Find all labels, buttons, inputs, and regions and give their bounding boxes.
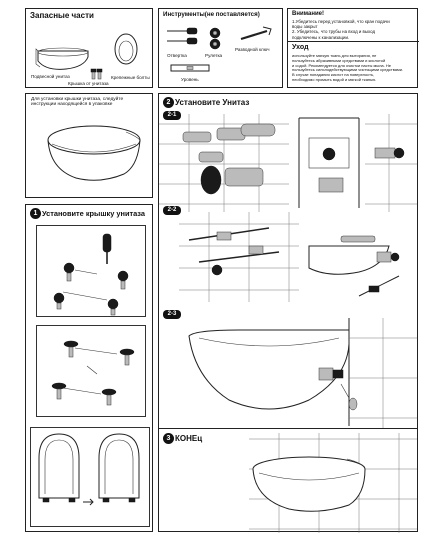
bolt-closeup-drawing bbox=[365, 114, 417, 212]
toilet-install-panel bbox=[158, 93, 418, 438]
hinge-icon bbox=[52, 383, 66, 399]
hinge-icon bbox=[64, 263, 74, 281]
seat-intro-line: инструкции находящейся в упаковке bbox=[31, 102, 113, 108]
pipe-fittings-icon bbox=[183, 124, 275, 194]
substep-badge: 2-1 bbox=[163, 111, 181, 120]
substep-2-3-drawing bbox=[159, 308, 419, 433]
step-number-badge: 2 bbox=[163, 97, 174, 108]
end-step-title: КОНЕц bbox=[175, 434, 203, 443]
care-line: пользуйтесь абразивными средствами и кислотой bbox=[292, 57, 386, 63]
hinge-icon bbox=[54, 293, 64, 309]
toilet-part-label: Подвесной унитаз bbox=[31, 74, 70, 79]
substep-badge: 2-3 bbox=[163, 310, 181, 319]
level-icon bbox=[171, 65, 209, 71]
substep-badge: 2-2 bbox=[163, 206, 181, 215]
substep-2-2-drawing bbox=[159, 206, 419, 306]
tools-panel bbox=[158, 8, 283, 88]
wall-hung-toilet-icon bbox=[38, 51, 88, 69]
care-line: В случае попадания кислот на поверхность, bbox=[292, 72, 375, 78]
seat-substep-frame-3 bbox=[30, 427, 150, 527]
notes-divider bbox=[288, 41, 419, 42]
substep-2-1-drawing bbox=[159, 104, 419, 214]
bolts-part-label: Крепежные болты bbox=[111, 75, 150, 80]
notes-panel bbox=[287, 8, 418, 88]
care-line: и содой. Рекомендуется для очистки пасты мыла. Не bbox=[292, 62, 391, 68]
attention-line: 2. Убедитесь, что трубы на вход и выход bbox=[292, 29, 376, 35]
hinge-icon bbox=[102, 389, 116, 405]
wrench-label: Разводной ключ bbox=[235, 47, 270, 52]
toilet-seat-topview-icon bbox=[99, 434, 139, 502]
tape-label: Рулетка bbox=[205, 53, 223, 58]
toilet-step-title: Установите Унитаз bbox=[175, 98, 250, 107]
care-title: Уход bbox=[292, 44, 309, 51]
toilet-with-seat-drawing bbox=[26, 94, 154, 199]
attention-title: Внимание! bbox=[292, 11, 324, 17]
bolt-closeup-drawing bbox=[359, 252, 399, 296]
hinge-icon bbox=[120, 349, 134, 365]
spare-parts-title: Запасные части bbox=[30, 11, 94, 20]
screwdriver-icon bbox=[103, 234, 111, 264]
seat-step-title: Установите крышку унитаза bbox=[42, 209, 145, 218]
installed-toilet-drawing bbox=[253, 457, 365, 511]
bolts-icon bbox=[91, 69, 102, 79]
toilet-lid-icon bbox=[115, 34, 137, 64]
screwdriver-label: Отвертка bbox=[167, 53, 187, 58]
seat-substep-frame-2 bbox=[36, 325, 146, 417]
hinge-icon bbox=[118, 271, 128, 289]
end-step-panel bbox=[158, 428, 418, 532]
hinge-icon bbox=[64, 341, 78, 357]
attention-line: подключены к канализации. bbox=[292, 34, 350, 40]
level-label: Уровень bbox=[181, 77, 199, 82]
care-text bbox=[292, 54, 416, 83]
screwdriver-icon bbox=[167, 28, 197, 44]
final-installation-drawing bbox=[159, 429, 419, 533]
attention-line: 1.Убедитесь перед установкой, что кран подачи bbox=[292, 19, 390, 24]
wall-frame-drawing bbox=[299, 118, 359, 208]
wrench-icon bbox=[241, 27, 271, 39]
tools-title: Инструменты(не поставляется) bbox=[163, 11, 260, 18]
seat-intro-panel bbox=[25, 93, 153, 198]
care-line: необходимо промыть водой и мягкой тканью. bbox=[292, 76, 377, 82]
toilet-mounted-side-drawing bbox=[189, 318, 417, 428]
care-line: пользуйтесь сильнодействующими чистящими средствами. bbox=[292, 67, 404, 73]
toilet-seat-topview-icon bbox=[39, 434, 79, 502]
seat-intro-line: Для установки крышки унитаза, следуйте bbox=[31, 97, 124, 102]
hinge-icon bbox=[108, 299, 118, 315]
lid-part-label: Крышка от унитаза bbox=[68, 81, 109, 86]
seat-substep-frame-1 bbox=[36, 225, 146, 317]
spare-parts-panel bbox=[25, 8, 153, 88]
attention-text bbox=[292, 19, 416, 40]
seat-install-panel bbox=[25, 204, 153, 532]
step-number-badge: 3 bbox=[163, 433, 174, 444]
care-line: используйте мягкую ткань для вытирания, не bbox=[292, 53, 377, 58]
tape-measure-icon bbox=[210, 28, 220, 49]
attention-line: воды закрыт bbox=[292, 24, 318, 30]
step-number-badge: 1 bbox=[30, 208, 41, 219]
